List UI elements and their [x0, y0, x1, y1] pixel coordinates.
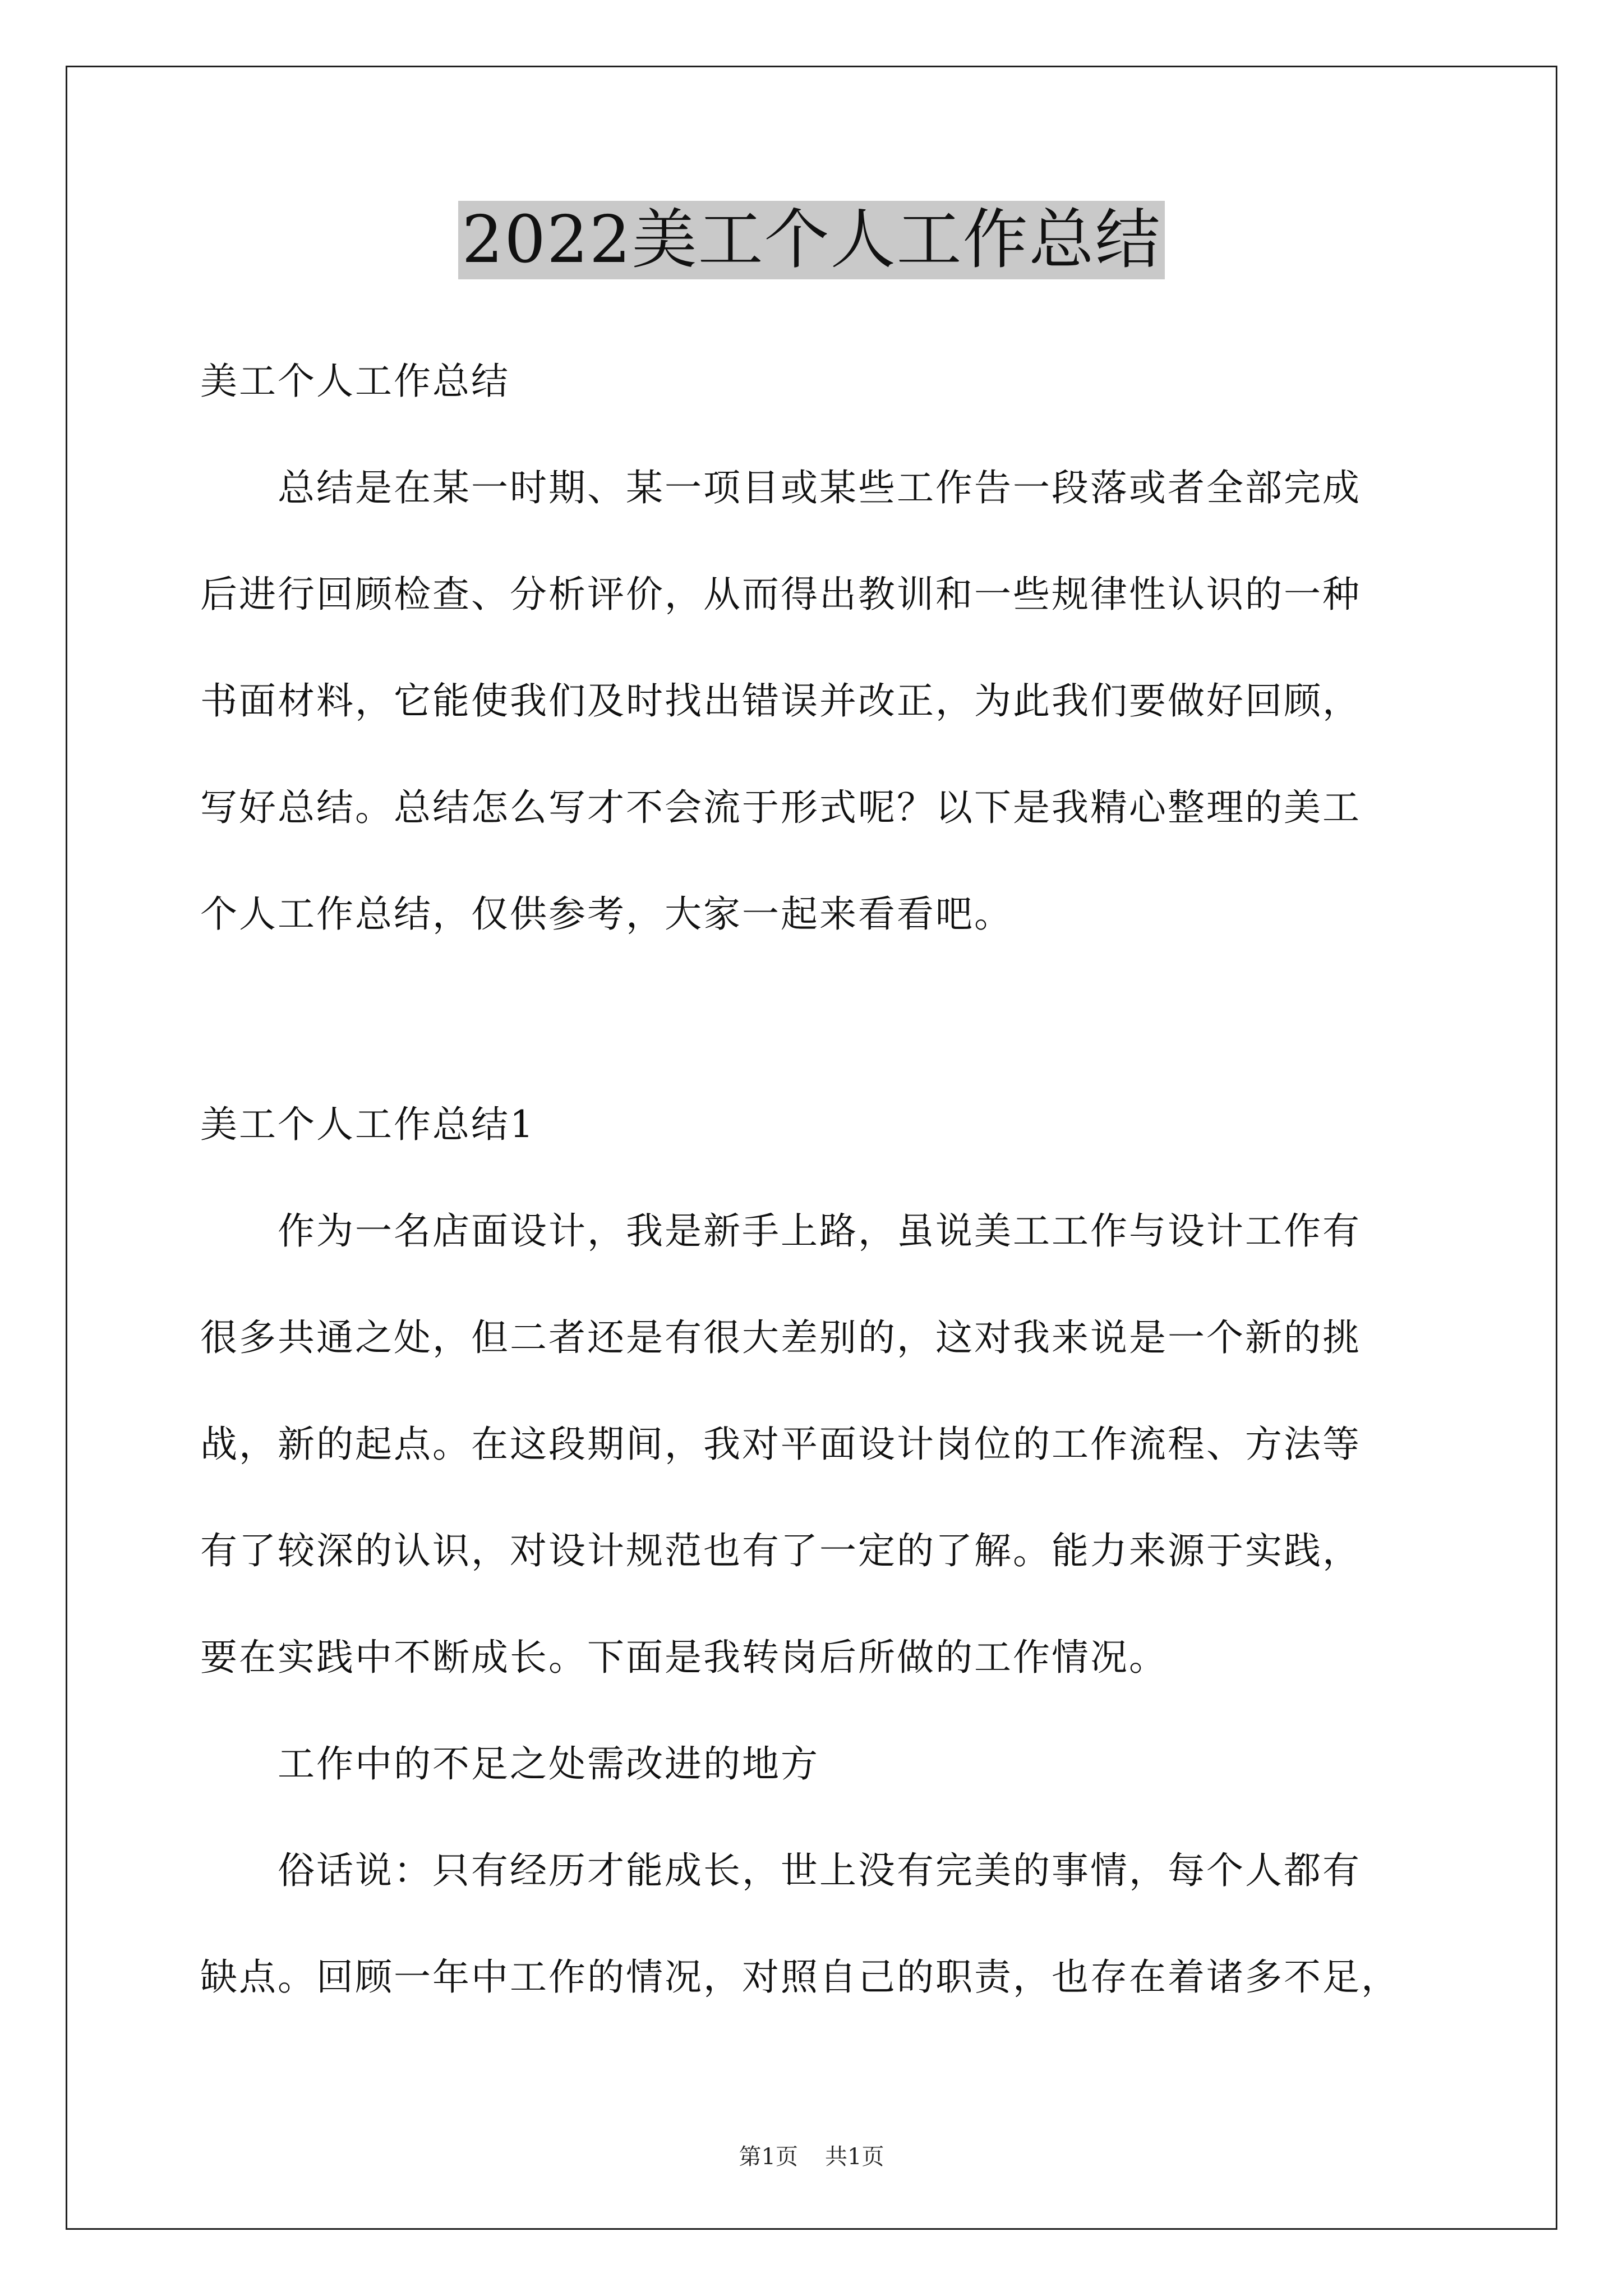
page-footer [0, 2143, 1623, 2171]
paragraph-line: 缺点。回顾一年中工作的情况，对照自己的职责，也存在着诸多不足， [200, 1955, 1400, 1999]
paragraph-line: 写好总结。总结怎么写才不会流于形式呢？以下是我精心整理的美工 [200, 786, 1361, 829]
paragraph-line: 书面材料，它能使我们及时找出错误并改正，为此我们要做好回顾， [200, 679, 1361, 723]
document-title: 2022美工个人工作总结 [458, 201, 1164, 279]
paragraph-line: 很多共通之处，但二者还是有很大差别的，这对我来说是一个新的挑 [200, 1316, 1361, 1359]
paragraph-line: 要在实践中不断成长。下面是我转岗后所做的工作情况。 [200, 1636, 1168, 1679]
paragraph-line: 战，新的起点。在这段期间，我对平面设计岗位的工作流程、方法等 [200, 1423, 1361, 1466]
paragraph-line: 个人工作总结，仅供参考，大家一起来看看吧。 [200, 892, 1013, 936]
paragraph-line: 总结是在某一时期、某一项目或某些工作告一段落或者全部完成 [278, 466, 1361, 509]
page-total: 共1页 [825, 2144, 884, 2170]
section-heading: 美工个人工作总结 [200, 360, 510, 403]
paragraph-line: 俗话说：只有经历才能成长，世上没有完美的事情，每个人都有 [278, 1849, 1361, 1892]
title-container [0, 201, 1623, 279]
paragraph-line: 作为一名店面设计，我是新手上路，虽说美工工作与设计工作有 [278, 1209, 1361, 1253]
page-number: 第1页 [739, 2144, 798, 2170]
section-heading: 美工个人工作总结1 [200, 1103, 535, 1146]
subheading-line: 工作中的不足之处需改进的地方 [278, 1742, 819, 1786]
paragraph-line: 有了较深的认识，对设计规范也有了一定的了解。能力来源于实践， [200, 1529, 1361, 1572]
paragraph-line: 后进行回顾检查、分析评价，从而得出教训和一些规律性认识的一种 [200, 573, 1361, 616]
